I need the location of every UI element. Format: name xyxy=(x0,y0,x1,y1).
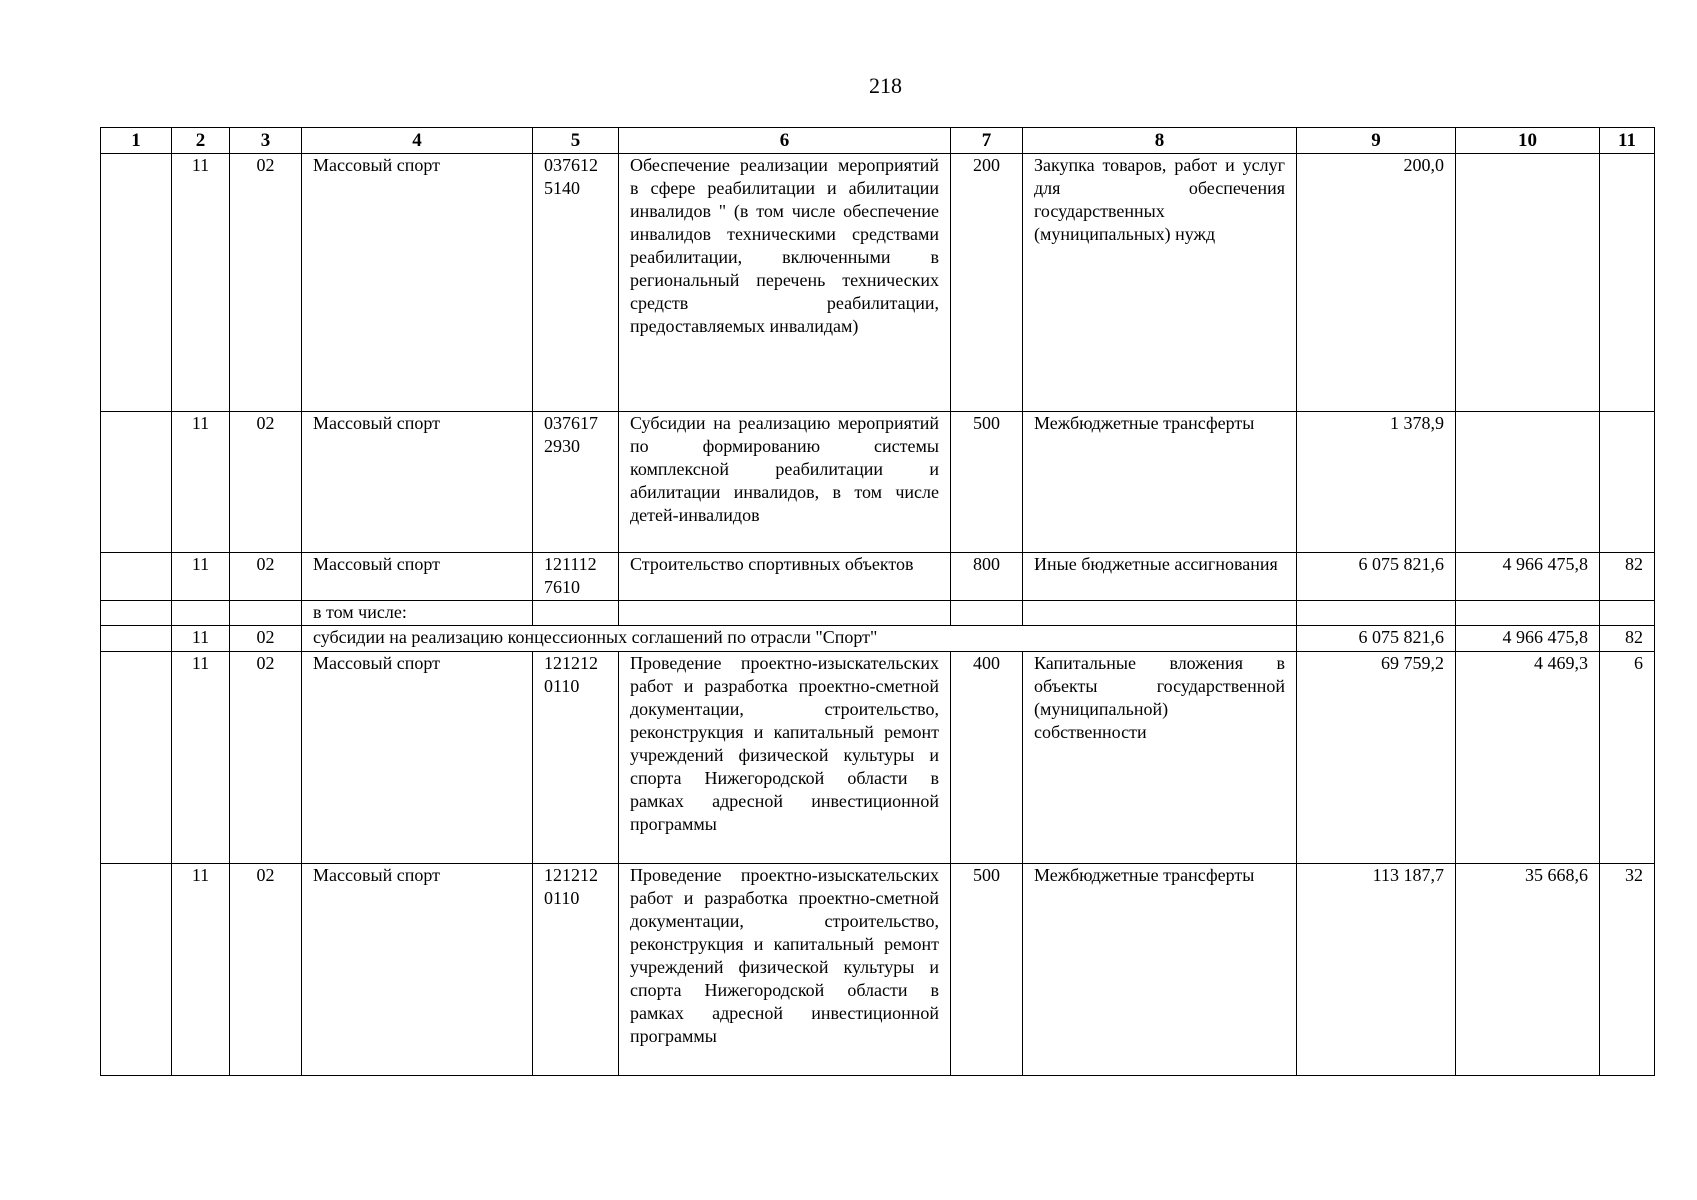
col-header: 5 xyxy=(533,128,619,154)
col-header: 11 xyxy=(1600,128,1655,154)
cell-code: 037617 2930 xyxy=(533,412,619,553)
cell-amount-2 xyxy=(1456,154,1600,412)
cell xyxy=(101,154,172,412)
cell-section: 11 xyxy=(172,626,230,652)
cell-section: 11 xyxy=(172,412,230,553)
table-row xyxy=(101,864,1655,1076)
cell xyxy=(101,626,172,652)
cell-name: Массовый спорт xyxy=(302,553,533,601)
cell-amount: 200,0 xyxy=(1297,154,1456,412)
cell-expense-type: 800 xyxy=(951,553,1023,601)
cell xyxy=(533,601,619,626)
cell xyxy=(230,601,302,626)
cell-code: 121212 0110 xyxy=(533,652,619,864)
cell xyxy=(619,601,951,626)
cell-description: Строительство спортивных объектов xyxy=(619,553,951,601)
cell-amount: 6 075 821,6 xyxy=(1297,626,1456,652)
table-row xyxy=(101,154,1655,412)
cell-subsection: 02 xyxy=(230,553,302,601)
cell xyxy=(1456,601,1600,626)
table-row xyxy=(101,601,1655,626)
page-number: 218 xyxy=(869,73,902,98)
cell-amount: 113 187,7 xyxy=(1297,864,1456,1076)
cell xyxy=(101,553,172,601)
cell-section: 11 xyxy=(172,652,230,864)
cell-subsidy-description: субсидии на реализацию концессионных соглашений по отрасли "Спорт" xyxy=(302,626,1297,652)
col-header: 3 xyxy=(230,128,302,154)
cell-subsection: 02 xyxy=(230,412,302,553)
cell xyxy=(1023,601,1297,626)
cell-including-label: в том числе: xyxy=(302,601,533,626)
cell-expense-name: Капитальные вложения в объекты государственной (муниципальной) собственности xyxy=(1023,652,1297,864)
cell-section: 11 xyxy=(172,864,230,1076)
cell-description: Проведение проектно-изыскательских работ и разработка проектно-сметной документации, строительство, реконструкция и капитальный ремонт учреждений физической культуры и спорта Нижегородской области в рамках адресной инвестиционной программы xyxy=(619,652,951,864)
cell-subsection: 02 xyxy=(230,652,302,864)
cell-amount-2: 35 668,6 xyxy=(1456,864,1600,1076)
cell-code: 037612 5140 xyxy=(533,154,619,412)
cell-code: 121212 0110 xyxy=(533,864,619,1076)
cell-amount-2: 4 469,3 xyxy=(1456,652,1600,864)
cell-percent: 6 xyxy=(1600,652,1655,864)
col-header: 2 xyxy=(172,128,230,154)
cell-amount: 1 378,9 xyxy=(1297,412,1456,553)
cell-code: 121112 7610 xyxy=(533,553,619,601)
cell-expense-type: 200 xyxy=(951,154,1023,412)
cell-expense-name: Закупка товаров, работ и услуг для обеспечения государственных (муниципальных) нужд xyxy=(1023,154,1297,412)
table-row xyxy=(101,652,1655,864)
col-header: 9 xyxy=(1297,128,1456,154)
cell xyxy=(172,601,230,626)
table-row xyxy=(101,553,1655,601)
cell xyxy=(101,652,172,864)
cell-expense-type: 400 xyxy=(951,652,1023,864)
budget-table xyxy=(100,127,1655,1076)
cell-expense-name: Иные бюджетные ассигнования xyxy=(1023,553,1297,601)
cell-amount-2: 4 966 475,8 xyxy=(1456,553,1600,601)
cell-percent: 82 xyxy=(1600,553,1655,601)
cell-name: Массовый спорт xyxy=(302,412,533,553)
col-header: 7 xyxy=(951,128,1023,154)
cell-name: Массовый спорт xyxy=(302,864,533,1076)
cell-description: Проведение проектно-изыскательских работ и разработка проектно-сметной документации, строительство, реконструкция и капитальный ремонт учреждений физической культуры и спорта Нижегородской области в рамках адресной инвестиционной программы xyxy=(619,864,951,1076)
col-header: 8 xyxy=(1023,128,1297,154)
cell xyxy=(101,412,172,553)
cell-subsection: 02 xyxy=(230,154,302,412)
cell-subsection: 02 xyxy=(230,626,302,652)
cell-section: 11 xyxy=(172,154,230,412)
cell-description: Субсидии на реализацию мероприятий по формированию системы комплексной реабилитации и абилитации инвалидов, в том числе детей-инвалидов xyxy=(619,412,951,553)
cell-percent: 82 xyxy=(1600,626,1655,652)
cell-expense-name: Межбюджетные трансферты xyxy=(1023,412,1297,553)
cell xyxy=(1297,601,1456,626)
cell-expense-name: Межбюджетные трансферты xyxy=(1023,864,1297,1076)
cell-description: Обеспечение реализации мероприятий в сфере реабилитации и абилитации инвалидов " (в том числе обеспечение инвалидов техническими средствами реабилитации, включенными в региональный перечень технических средств реабилитации, предоставляемых инвалидам) xyxy=(619,154,951,412)
cell-expense-type: 500 xyxy=(951,412,1023,553)
col-header: 4 xyxy=(302,128,533,154)
table-row xyxy=(101,412,1655,553)
col-header: 6 xyxy=(619,128,951,154)
cell-amount: 69 759,2 xyxy=(1297,652,1456,864)
cell xyxy=(1600,601,1655,626)
cell-section: 11 xyxy=(172,553,230,601)
header-row xyxy=(101,128,1655,154)
cell-percent: 32 xyxy=(1600,864,1655,1076)
cell-amount: 6 075 821,6 xyxy=(1297,553,1456,601)
cell-name: Массовый спорт xyxy=(302,154,533,412)
cell-percent xyxy=(1600,412,1655,553)
col-header: 10 xyxy=(1456,128,1600,154)
cell-amount-2: 4 966 475,8 xyxy=(1456,626,1600,652)
cell-amount-2 xyxy=(1456,412,1600,553)
cell-name: Массовый спорт xyxy=(302,652,533,864)
col-header: 1 xyxy=(101,128,172,154)
cell-subsection: 02 xyxy=(230,864,302,1076)
cell xyxy=(951,601,1023,626)
cell xyxy=(101,864,172,1076)
cell-percent xyxy=(1600,154,1655,412)
table-row xyxy=(101,626,1655,652)
cell-expense-type: 500 xyxy=(951,864,1023,1076)
cell xyxy=(101,601,172,626)
